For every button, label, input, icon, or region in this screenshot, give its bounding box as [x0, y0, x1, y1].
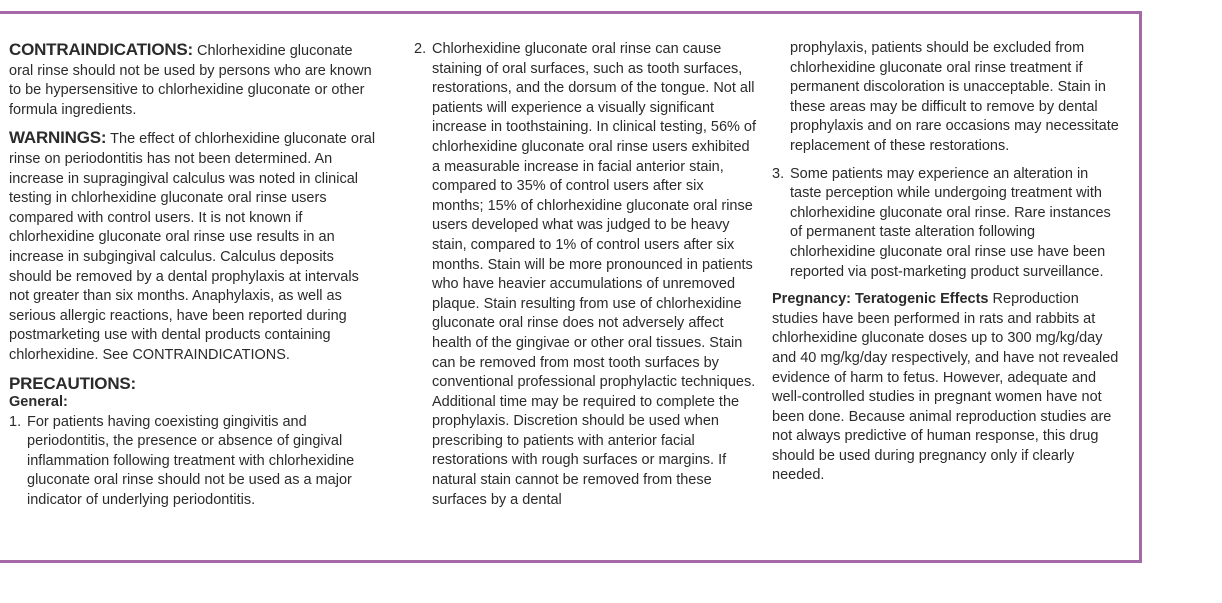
- precautions-heading: PRECAUTIONS:: [9, 373, 136, 393]
- warnings-heading: WARNINGS:: [9, 128, 107, 148]
- column-2: [414, 40, 759, 510]
- contraindications-heading: CONTRAINDICATIONS:: [9, 40, 194, 59]
- precaution-item-1: [9, 413, 379, 511]
- precaution-item-2: [414, 40, 759, 510]
- item-number: 3.: [772, 165, 785, 182]
- general-subheading: General:: [9, 394, 68, 411]
- warnings-paragraph: [9, 128, 379, 365]
- pregnancy-heading: Pregnancy: Teratogenic Effects: [772, 291, 989, 308]
- warnings-text: The effect of chlorhexidine gluconate oral rinse on periodontitis has not been determined. An increase in supragingival calculus was noted in clinical testing in chlorhexidine gluconate oral rinse users compared with control users. It is not known if chlorhexidine gluconate oral rinse use results in an increase in subgingival calculus. Calculus deposits should be removed by a dental prophylaxis at intervals not greater than six months. Anaphylaxis, as well as serious allergic reactions, have been reported during postmarketing use with dental products containing chlorhexidine. See CONTRAINDICATIONS.: [9, 131, 376, 363]
- item-number: 2.: [414, 41, 427, 57]
- item-text: Some patients may experience an alteration in taste perception while undergoing treatment with chlorhexidine gluconate oral rinse. Rare instances of permanent taste alteration following chlorhexidine gluconate oral rinse use have been reported via post-marketing product surveillance.: [790, 165, 1111, 280]
- precaution-item-3: [772, 165, 1122, 283]
- column-3: [772, 39, 1122, 486]
- column-1: [9, 40, 379, 511]
- item-text: Chlorhexidine gluconate oral rinse can cause staining of oral surfaces, such as tooth surfaces, restorations, and the dorsum of the tongue. Not all patients will experience a visually significant increase in toothstaining. In clinical testing, 56% of chlorhexidine gluconate oral rinse users exhibited a measurable increase in facial anterior stain, compared to 35% of control users after six months; 15% of chlorhexidine gluconate oral rinse users developed what was judged to be heavy stain, compared to 1% of control users after six months. Stain will be more pronounced in patients who have heavier accumulations of unremoved plaque. Stain resulting from use of chlorhexidine gluconate oral rinse does not adversely affect health of the gingivae or other oral tissues. Stain can be removed from most tooth surfaces by conventional professional prophylactic techniques. Additional time may be required to complete the prophylaxis. Discretion should be used when prescribing to patients with anterior facial restorations with rough surfaces or margins. If natural stain cannot be removed from these surfaces by a dental: [432, 41, 757, 508]
- contraindications-text: Chlorhexidine gluconate oral rinse should not be used by persons who are known to be hypersensitive to chlorhexidine gluconate or other formula ingredients.: [9, 43, 372, 118]
- pregnancy-paragraph: [772, 290, 1122, 486]
- item-text: prophylaxis, patients should be excluded from chlorhexidine gluconate oral rinse treatment if permanent discoloration is unacceptable. Stain in these areas may be difficult to remove by dental prophylaxis and on rare occasions may necessitate replacement of these restorations.: [790, 40, 1119, 154]
- contraindications-paragraph: [9, 40, 379, 120]
- item-number: 1.: [9, 413, 22, 430]
- item-text: For patients having coexisting gingivitis and periodontitis, the presence or absence of gingival inflammation following treatment with chlorhexidine gluconate oral rinse should not be used as a major indicator of underlying periodontitis.: [27, 413, 355, 509]
- precaution-item-2-continued: [772, 39, 1122, 157]
- pregnancy-text: Reproduction studies have been performed in rats and rabbits at chlorhexidine gluconate doses up to 300 mg/kg/day and 40 mg/kg/day respectively, and have not revealed evidence of harm to fetus. However, adequate and well-controlled studies in pregnant women have not been done. Because animal reproduction studies are not always predictive of human response, this drug should be used during pregnancy only if clearly needed.: [772, 291, 1119, 484]
